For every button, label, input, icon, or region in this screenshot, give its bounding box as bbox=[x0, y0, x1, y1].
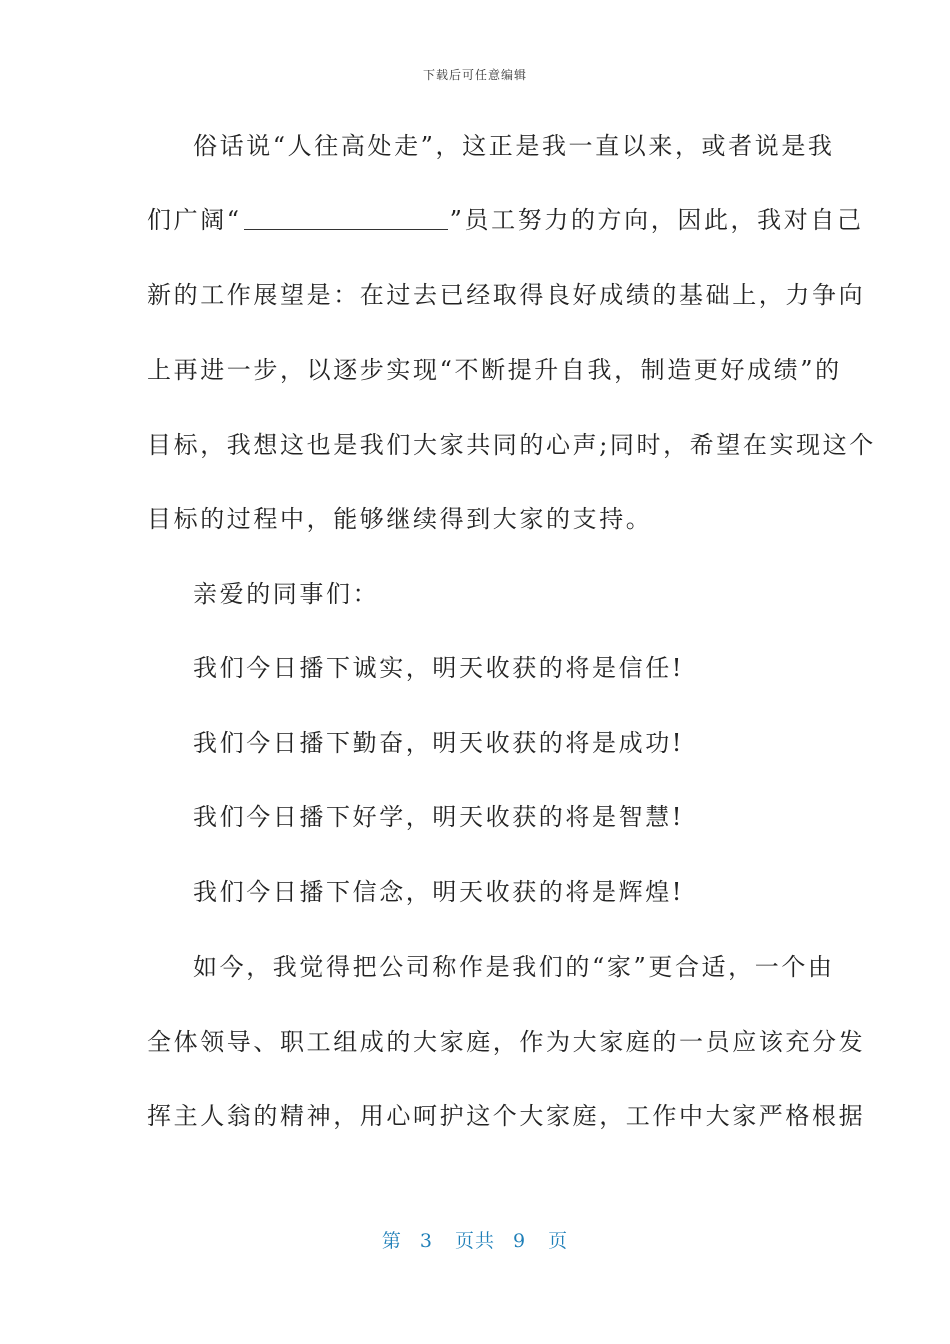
footer-middle: 页共 bbox=[454, 1230, 495, 1252]
paragraph-line: 新的工作展望是：在过去已经取得良好成绩的基础上，力争向 bbox=[147, 281, 866, 309]
paragraph-line: 我们今日播下好学，明天收获的将是智慧! bbox=[193, 803, 685, 831]
paragraph-line: 全体领导、职工组成的大家庭，作为大家庭的一员应该充分发 bbox=[147, 1028, 866, 1056]
line-text: 们广阔“ bbox=[147, 206, 242, 234]
page-footer bbox=[0, 1226, 950, 1253]
greeting-line: 亲爱的同事们： bbox=[193, 580, 380, 608]
paragraph-line: 我们今日播下信念，明天收获的将是辉煌! bbox=[193, 878, 685, 906]
footer-suffix: 页 bbox=[548, 1230, 569, 1252]
paragraph-line: 我们今日播下诚实，明天收获的将是信任! bbox=[193, 654, 685, 682]
footer-prefix: 第 bbox=[381, 1230, 402, 1252]
paragraph-line bbox=[147, 204, 864, 236]
page-header: 下载后可任意编辑 bbox=[422, 68, 527, 82]
fill-in-blank bbox=[244, 207, 448, 230]
line-text: ”员工努力的方向，因此，我对自己 bbox=[449, 206, 864, 234]
paragraph-line: 上再进一步，以逐步实现“不断提升自我，制造更好成绩”的 bbox=[147, 356, 842, 384]
paragraph-line: 我们今日播下勤奋，明天收获的将是成功! bbox=[193, 729, 685, 757]
total-pages-number: 9 bbox=[513, 1230, 527, 1252]
paragraph-line: 如今，我觉得把公司称作是我们的“家”更合适，一个由 bbox=[193, 953, 835, 981]
current-page-number: 3 bbox=[419, 1230, 433, 1252]
paragraph-line: 俗话说“人往高处走”，这正是我一直以来，或者说是我 bbox=[193, 132, 835, 160]
paragraph-line: 目标的过程中，能够继续得到大家的支持。 bbox=[147, 505, 653, 533]
paragraph-line: 挥主人翁的精神，用心呵护这个大家庭，工作中大家严格根据 bbox=[147, 1102, 866, 1130]
paragraph-line: 目标，我想这也是我们大家共同的心声;同时，希望在实现这个 bbox=[147, 431, 876, 459]
